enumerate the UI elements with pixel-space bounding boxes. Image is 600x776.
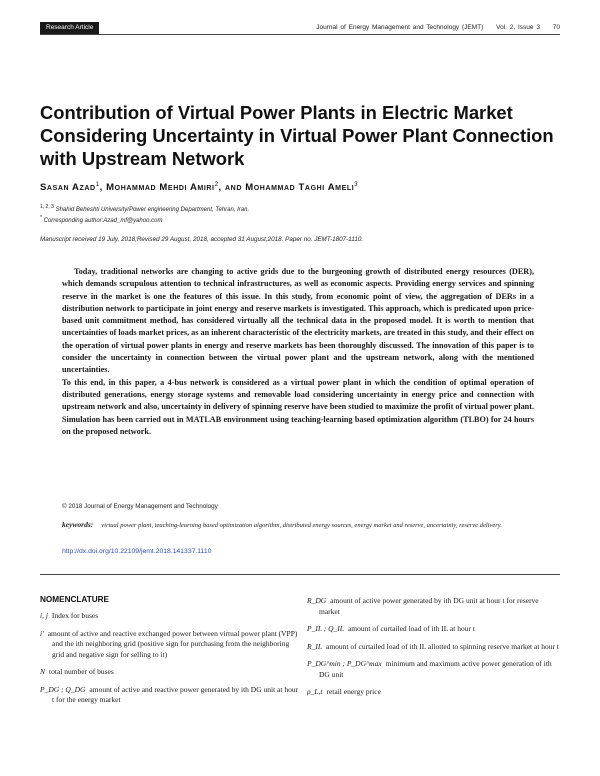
header-divider [40,34,560,35]
affiliation-line [40,203,249,214]
nomenclature-item [307,642,560,653]
nomenclature-item [307,624,560,635]
author-3-sup: 3 [354,182,359,188]
author-1: Sasan Azad [40,182,96,194]
affiliations [40,203,249,225]
author-list: Sasan Azad$^1$, Mohammad Mehdi Amiri$^2$, and Mohammad Taghi Ameli$^3$ [40,182,359,194]
journal-name: Journal of Energy Management and Technology (JEMT) [316,24,484,31]
nomenclature-symbol: R_DG [307,596,327,605]
nomenclature-desc: Index for buses [51,611,99,620]
nomenclature-symbol: i' [40,628,44,638]
journal-info [306,22,560,34]
nomenclature-desc: amount of active and reactive exchanged power between virtual power plant (VPP) and the ith neighboring grid (positive sign for purchasing from the neighboring grid and negative sign for selling to it) [47,628,298,659]
corresponding-sup: * [40,215,42,221]
nomenclature-desc: amount of curtailed load of ith IL allotted to spinning reserve market at hour t [326,641,559,651]
nomenclature-symbol: R_IL [307,641,322,651]
nomenclature-title: NOMENCLATURE [40,595,109,604]
author-and: and [225,182,242,194]
abstract-paragraph-2: To this end, in this paper, a 4-bus network is considered as a virtual power plant in which the condition of optimal operation of distributed generations, energy storage systems and removable load considering uncertainty in energy price and connection with upstream network and also, uncertainty in delivery of spinning reserve have been studied to maximize the profit of virtual power plant. Simulation has been carried out in MATLAB environment using teaching-learning based optimization algorithm (TLBO) for 24 hours on the proposed network. [62,377,534,436]
paper-title: Contribution of Virtual Power Plants in Electric Market Considering Uncertainty in Virtual Power Plant Connection with Upstream Network [40,102,554,169]
nomenclature-symbol: ρ_L,t [307,687,323,696]
nomenclature-left-column [40,611,300,713]
nomenclature-item [307,596,560,617]
nomenclature-desc: amount of active power generated by ith DG unit at hour t for reserve market [319,596,539,616]
copyright-notice: © 2018 Journal of Energy Management and Technology [62,503,218,510]
nomenclature-right-column [307,596,560,705]
keywords [62,520,534,531]
author-2: Mohammad Mehdi Amiri [106,182,215,194]
keywords-label: keywords: [62,520,94,529]
nomenclature-desc: amount of curtailed load of ith IL at hour t [347,624,475,633]
running-header [40,22,560,34]
nomenclature-item [40,629,300,661]
corresponding-line [40,214,249,225]
nomenclature-desc: retail energy price [326,687,381,696]
author-2-sup: 2 [214,182,219,188]
nomenclature-symbol: N [40,667,46,676]
nomenclature-item [40,685,300,706]
article-type-tag: Research Article [40,22,99,34]
nomenclature-item [40,611,300,622]
nomenclature-desc: minimum and maximum active power generation of ith DG unit [319,659,552,679]
nomenclature-symbol: P_IL ; Q_IL [307,624,344,633]
nomenclature-desc: amount of active and reactive power generated by ith DG unit at hour t for the energy market [52,684,299,704]
affiliation-text: Shahid Beheshti University/Power engineering Department, Tehran, Iran. [55,207,250,213]
nomenclature-symbol: P_DG^min ; P_DG^max [307,659,382,668]
author-3: Mohammad Taghi Ameli [245,182,355,194]
author-1-sup: 1 [95,182,100,188]
abstract-paragraph-1: Today, traditional networks are changing to active grids due to the burgeoning growth of distributed energy resources (DER), which demands scrupulous attention to technical infrastructures, as well as economic aspects. Providing energy services and spinning reserve in the market is one the features of this issue. In this study, from economic point of view, the aggregation of DERs in a distribution network to participate in joint energy and reserve markets is investigated. This approach, which is predicated upon price-based unit commitment method, has considered virtually all the technical data in the proposed model. It is worth to mention that uncertainties of loads market prices, as an inherent characteristic of the electricity markets, are treated in this study, and their effect on the operation of virtual power plants in energy and reserve markets has been thoroughly discussed. The innovation of this paper is to consider the uncertainty in connection between the virtual power plant and the upstream network, along with the mentioned uncertainties. [62,267,534,375]
nomenclature-item [307,687,560,698]
section-divider [40,574,560,575]
affiliation-sup: 1, 2, 3 [40,204,54,210]
nomenclature-symbol: i, j [40,611,48,620]
nomenclature-item [307,659,560,680]
corresponding-author: Corresponding author:Azad_mf@yahoo.com [43,218,163,224]
abstract [62,266,534,438]
nomenclature-item [40,667,300,678]
manuscript-dates: Manuscript received 19 July, 2018;Revised 29 August, 2018, accepted 31 August,2018. Paper no. JEMT-1807-1110. [40,236,364,243]
keywords-text: virtual power plant, teaching-learning based optimization algorithm, distributed energy sources, energy market and reserve, uncertainty, reserve delivery. [101,522,502,529]
page-number: 70 [552,24,560,31]
nomenclature-desc: total number of buses [49,667,114,676]
journal-volume: Vol. 2, Issue 3 [496,24,540,31]
doi-link[interactable]: http://dx.doi.org/10.22109/jemt.2018.141337.1110 [62,548,212,555]
nomenclature-symbol: P_DG ; Q_DG [40,684,86,694]
